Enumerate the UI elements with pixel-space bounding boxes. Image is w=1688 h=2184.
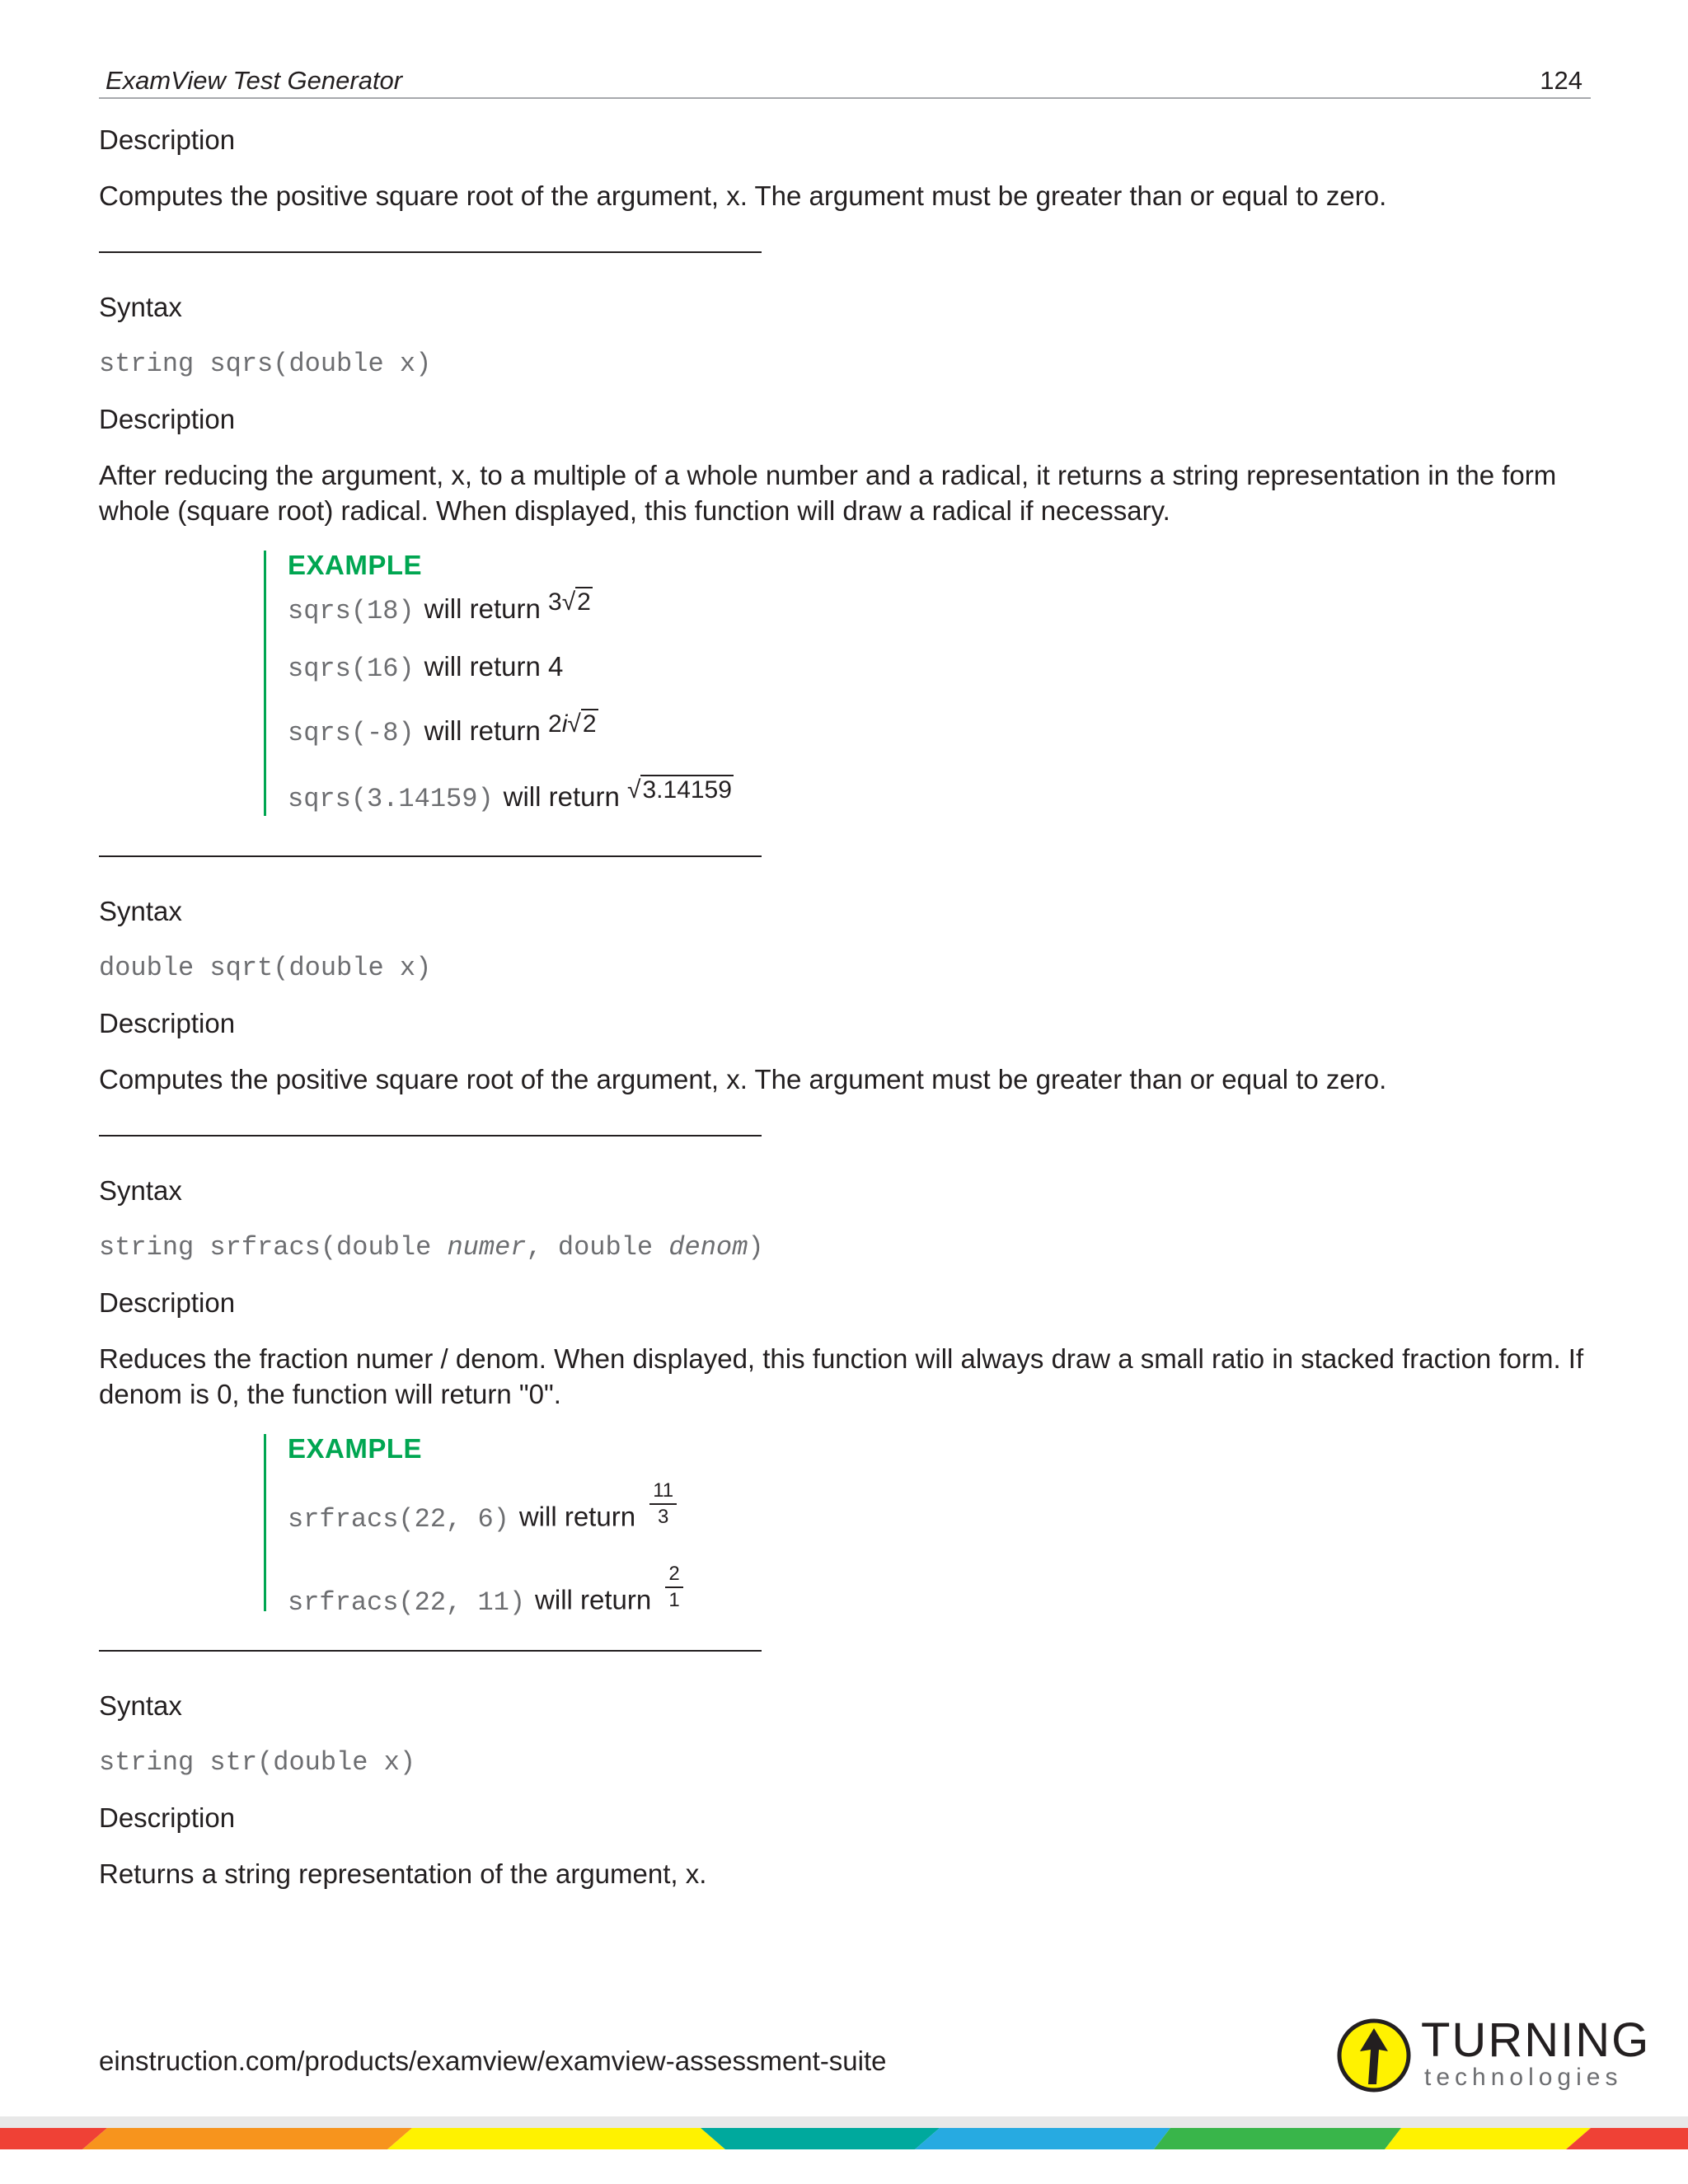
example-line <box>288 651 563 684</box>
example-text: will return <box>535 1584 652 1615</box>
syntax-label: Syntax <box>99 896 182 926</box>
header-rule <box>99 97 1591 99</box>
description-label: Description <box>99 1287 236 1318</box>
radical-icon: √2 <box>567 710 597 738</box>
fraction-denominator: 1 <box>668 1589 680 1611</box>
radicand: 2 <box>582 710 597 738</box>
example-line <box>288 710 598 748</box>
syntax-part: , double <box>526 1232 669 1263</box>
example-code: srfracs(22, 6) <box>288 1503 509 1535</box>
example-title: EXAMPLE <box>288 550 423 580</box>
result-imaginary: i <box>561 710 568 738</box>
result-coefficient: 2 <box>548 710 562 738</box>
radical-icon: √3.14159 <box>627 776 732 804</box>
example-text: will return <box>424 593 541 624</box>
example-result <box>548 588 593 616</box>
result-coefficient: 3 <box>548 588 562 616</box>
description-text: Returns a string representation of the argument, x. <box>99 1858 707 1889</box>
example-bar <box>264 1434 266 1611</box>
fraction-result <box>665 1562 682 1613</box>
syntax-label: Syntax <box>99 1175 182 1206</box>
example-title: EXAMPLE <box>288 1433 423 1464</box>
example-line <box>288 776 734 814</box>
syntax-code <box>99 1230 764 1265</box>
syntax-code: string str(double x) <box>99 1747 416 1778</box>
description-text: Computes the positive square root of the argument, x. The argument must be greater than or equal to zero. <box>99 1064 1387 1094</box>
header-title: ExamView Test Generator <box>106 66 403 95</box>
fraction-numerator: 2 <box>665 1562 682 1588</box>
example-line <box>288 1479 677 1544</box>
separator-line <box>99 251 762 253</box>
description-label: Description <box>99 124 236 155</box>
fraction-numerator: 11 <box>649 1479 677 1505</box>
syntax-code: string sqrs(double x) <box>99 349 432 379</box>
logo-wordmark: TURNING <box>1421 2013 1651 2067</box>
syntax-param-denom: denom <box>668 1232 748 1263</box>
description-label: Description <box>99 404 236 434</box>
description-text: Computes the positive square root of the argument, x. The argument must be greater than or equal to zero. <box>99 180 1387 211</box>
example-bar <box>264 551 266 816</box>
syntax-part: string srfracs(double <box>99 1232 448 1263</box>
separator-line <box>99 1650 762 1652</box>
description-label: Description <box>99 1802 236 1833</box>
fraction-denominator: 3 <box>658 1506 669 1528</box>
radicand: 3.14159 <box>642 776 732 804</box>
example-text: will return 4 <box>424 651 564 682</box>
example-text: will return <box>503 781 620 812</box>
separator-line <box>99 855 762 857</box>
footer-color-stripe <box>0 2116 1688 2149</box>
example-result <box>627 776 734 804</box>
example-code: srfracs(22, 11) <box>288 1586 526 1618</box>
syntax-part: ) <box>748 1232 764 1263</box>
example-result <box>548 710 598 738</box>
logo-subtitle: technologies <box>1424 2064 1623 2091</box>
separator-line <box>99 1135 762 1137</box>
description-label: Description <box>99 1008 236 1038</box>
radicand: 2 <box>577 588 591 616</box>
fraction-result <box>649 1479 677 1530</box>
example-line <box>288 1563 683 1628</box>
syntax-label: Syntax <box>99 1690 182 1721</box>
page-number: 124 <box>1540 66 1582 95</box>
footer-url-link[interactable]: einstruction.com/products/examview/examview-assessment-suite <box>99 2046 887 2076</box>
example-code: sqrs(16) <box>288 654 415 684</box>
example-code: sqrs(-8) <box>288 718 415 748</box>
syntax-param-numer: numer <box>447 1232 527 1263</box>
example-code: sqrs(18) <box>288 596 415 626</box>
example-code: sqrs(3.14159) <box>288 784 494 814</box>
radical-icon: √2 <box>561 588 591 616</box>
example-text: will return <box>518 1501 636 1532</box>
syntax-code: double sqrt(double x) <box>99 953 432 983</box>
syntax-label: Syntax <box>99 292 182 322</box>
logo-arrow-icon <box>1337 2018 1411 2093</box>
example-line <box>288 588 593 626</box>
example-text: will return <box>424 715 541 746</box>
description-text: Reduces the fraction numer / denom. When displayed, this function will always draw a small ratio in stacked fraction form. If denom is 0, the function will return "0". <box>99 1343 1584 1409</box>
description-text: After reducing the argument, x, to a multiple of a whole number and a radical, it returns a string representation in the form whole (square root) radical. When displayed, this function will draw a radical if necessary. <box>99 460 1557 526</box>
turning-technologies-logo <box>1337 2013 1651 2097</box>
